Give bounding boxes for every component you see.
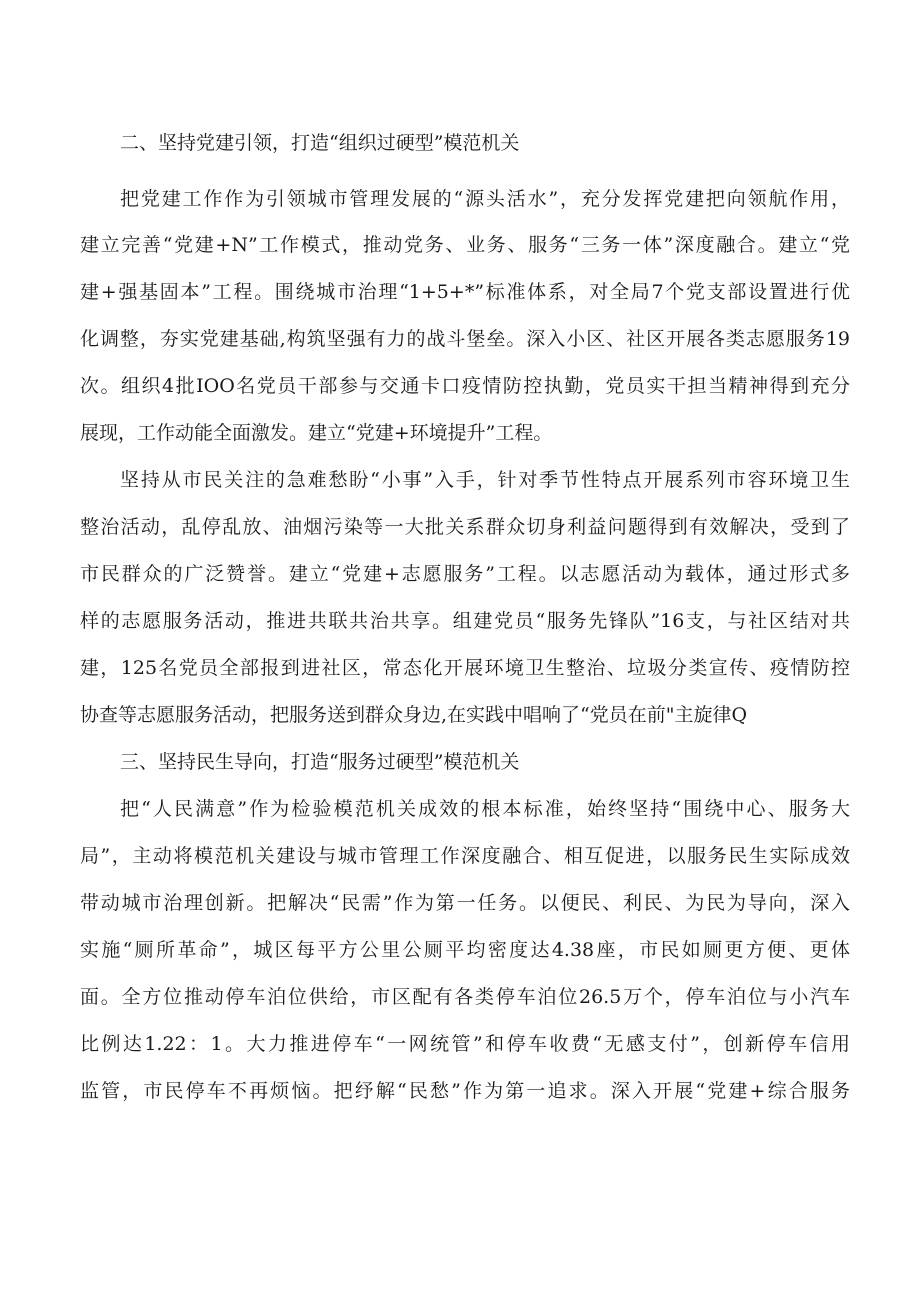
paragraph-line: 展现，工作动能全面激发。建立“党建+环境提升”工程。 [80, 422, 553, 444]
paragraph-line: 把党建工作作为引领城市管理发展的“源头活水”，充分发挥党建把向领航作用， [120, 188, 850, 210]
paragraph-line: 样的志愿服务活动，推进共联共治共享。组建党员“服务先锋队”16支，与社区结对共 [80, 610, 850, 632]
paragraph-line: 实施“厕所革命”，城区每平方公里公厕平均密度达4.38座，市民如厕更方便、更体 [80, 939, 850, 961]
paragraph-line: 把“人民满意”作为检验模范机关成效的根本标准，始终坚持“围绕中心、服务大 [120, 798, 850, 820]
paragraph-line: 建，125名党员全部报到进社区，常态化开展环境卫生整治、垃圾分类宣传、疫情防控 [80, 657, 850, 679]
section-heading: 三、坚持民生导向，打造“服务过硬型”模范机关 [120, 751, 520, 773]
paragraph-line: 带动城市治理创新。把解决“民需”作为第一任务。以便民、利民、为民为导向，深入 [80, 892, 850, 914]
paragraph-line: 市民群众的广泛赞誉。建立“党建+志愿服务”工程。以志愿活动为载体，通过形式多 [80, 563, 850, 585]
paragraph-line: 整治活动，乱停乱放、油烟污染等一大批关系群众切身利益问题得到有效解决，受到了 [80, 516, 850, 538]
paragraph-line: 建立完善“党建+N”工作模式，推动党务、业务、服务“三务一体”深度融合。建立“党 [80, 234, 850, 256]
paragraph-line: 次。组织4批IOO名党员干部参与交通卡口疫情防控执勤，党员实干担当精神得到充分 [80, 375, 850, 397]
paragraph-line: 局”，主动将模范机关建设与城市管理工作深度融合、相互促进，以服务民生实际成效 [80, 845, 850, 867]
paragraph-line: 监管，市民停车不再烦恼。把纾解“民愁”作为第一追求。深入开展“党建+综合服务 [80, 1080, 850, 1102]
paragraph-line: 建+强基固本”工程。围绕城市治理“1+5+*”标准体系，对全局7个党支部设置进行优 [80, 281, 850, 303]
paragraph-line: 化调整，夯实党建基础,构筑坚强有力的战斗堡垒。深入小区、社区开展各类志愿服务19 [80, 328, 850, 350]
paragraph-line: 比例达1.22：1。大力推进停车“一网统管”和停车收费“无感支付”，创新停车信用 [80, 1033, 850, 1055]
paragraph-line: 面。全方位推动停车泊位供给，市区配有各类停车泊位26.5万个，停车泊位与小汽车 [80, 986, 850, 1008]
paragraph-line: 协查等志愿服务活动，把服务送到群众身边,在实践中唱响了“党员在前"主旋律Q [80, 704, 748, 726]
paragraph-line: 坚持从市民关注的急难愁盼“小事”入手，针对季节性特点开展系列市容环境卫生 [120, 469, 850, 491]
section-heading: 二、坚持党建引领，打造“组织过硬型”模范机关 [120, 132, 520, 154]
